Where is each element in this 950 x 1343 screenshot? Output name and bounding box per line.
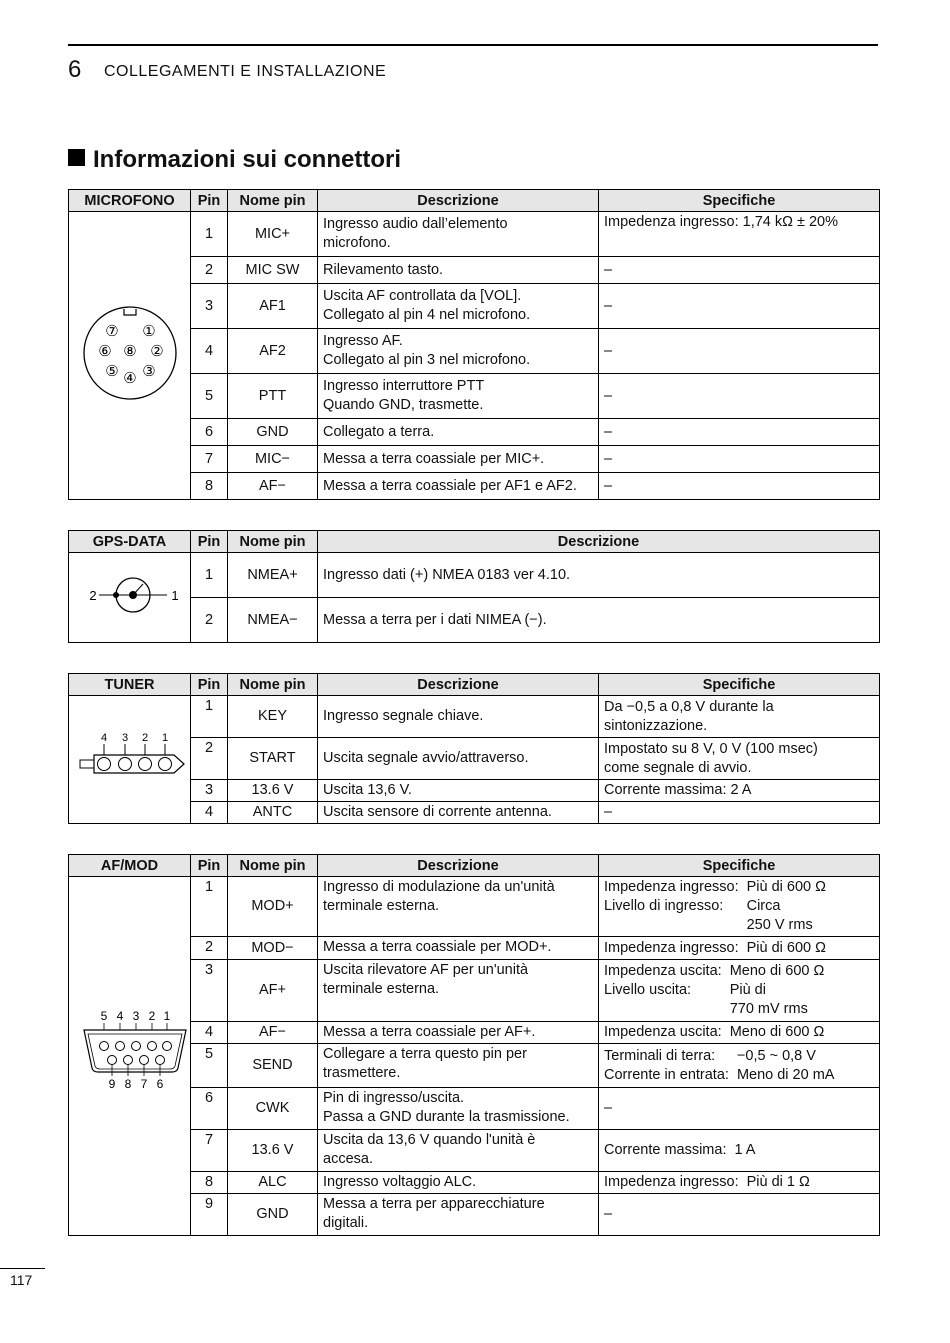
tuner-connector-table [68, 673, 880, 824]
pin-number: 4 [191, 329, 228, 374]
pin-description: Uscita AF controllata da [VOL]. Collegato al pin 4 nel microfono. [318, 284, 599, 329]
spec-label: Livello uscita: [604, 982, 692, 998]
spec-grid [604, 1099, 874, 1118]
header-connector: MICROFONO [69, 190, 191, 212]
pin-number: 4 [191, 1022, 228, 1044]
pin-name: START [228, 738, 318, 780]
afmod-pin-label: 8 [124, 1077, 132, 1091]
afmod-pin-label: 4 [116, 1009, 124, 1023]
pin-number: 3 [191, 960, 228, 1022]
pin-spec [599, 1194, 880, 1236]
pin-number: 1 [191, 696, 228, 738]
pin-description: Ingresso audio dall’elemento microfono. [318, 212, 599, 257]
table-row [69, 877, 880, 937]
pin-name: MIC SW [228, 257, 318, 284]
table-row [69, 1088, 880, 1130]
square-bullet-icon [68, 149, 85, 166]
pin-name: KEY [228, 696, 318, 738]
pin-description: Ingresso di modulazione da un'unità terminale esterna. [318, 877, 599, 937]
table-row [69, 374, 880, 419]
mic-pin-label: ⑦ [104, 322, 119, 340]
spec-value: Più di 1 Ω [746, 1174, 810, 1190]
table-row [69, 598, 880, 643]
spec-grid [604, 1173, 874, 1192]
pin-spec [599, 1130, 880, 1172]
spec-label: Impedenza ingresso: [604, 1174, 739, 1190]
spec-value: −0,5 ~ 0,8 V [736, 1047, 816, 1064]
pin-name: MIC− [228, 446, 318, 473]
table-row [69, 802, 880, 824]
header-pin: Pin [191, 674, 228, 696]
afmod-pin-label: 2 [148, 1009, 156, 1023]
table-header-row [69, 674, 880, 696]
gps-connector-diagram [69, 553, 191, 643]
pin-number: 2 [191, 257, 228, 284]
pin-spec [599, 1022, 880, 1044]
tuner-4pin-connector-icon [74, 727, 189, 787]
pin-number: 4 [191, 802, 228, 824]
pin-description: Messa a terra coassiale per AF1 e AF2. [318, 473, 599, 500]
pin-description: Uscita sensore di corrente antenna. [318, 802, 599, 824]
pin-number: 5 [191, 374, 228, 419]
header-connector: GPS-DATA [69, 531, 191, 553]
gps-pin-label: 1 [170, 587, 179, 603]
header-description: Descrizione [318, 674, 599, 696]
pin-description: Ingresso interruttore PTT Quando GND, trasmette. [318, 374, 599, 419]
pin-number: 8 [191, 1172, 228, 1194]
header-connector: TUNER [69, 674, 191, 696]
afmod-connector-diagram [69, 877, 191, 1236]
pin-number: 2 [191, 937, 228, 960]
table-row [69, 1130, 880, 1172]
pin-spec: Impostato su 8 V, 0 V (100 msec) come segnale di avvio. [599, 738, 880, 780]
spec-label: Impedenza uscita: [604, 963, 722, 979]
pin-name: AF2 [228, 329, 318, 374]
pin-description: Messa a terra coassiale per MIC+. [318, 446, 599, 473]
pin-name: CWK [228, 1088, 318, 1130]
table-header-row [69, 190, 880, 212]
header-description: Descrizione [318, 190, 599, 212]
pin-number: 2 [191, 598, 228, 643]
table-row [69, 1172, 880, 1194]
table-row [69, 419, 880, 446]
pin-spec: – [599, 329, 880, 374]
afmod-pin-label: 9 [108, 1077, 116, 1091]
pin-description: Uscita segnale avvio/attraverso. [318, 738, 599, 780]
pin-number: 7 [191, 1130, 228, 1172]
pin-description: Ingresso dati (+) NMEA 0183 ver 4.10. [318, 553, 880, 598]
pin-number: 1 [191, 553, 228, 598]
pin-name: 13.6 V [228, 780, 318, 802]
pin-name: NMEA− [228, 598, 318, 643]
pin-number: 2 [191, 738, 228, 780]
spec-value: Circa 250 V rms [746, 898, 813, 933]
pin-name: AF− [228, 473, 318, 500]
table-header-row [69, 855, 880, 877]
gps-coax-connector-icon [75, 570, 185, 620]
pin-name: GND [228, 419, 318, 446]
pin-description: Collegato a terra. [318, 419, 599, 446]
mic-connector-table [68, 189, 880, 500]
header-description: Descrizione [318, 531, 880, 553]
table-row [69, 937, 880, 960]
spec-label: Corrente in entrata: [604, 1066, 729, 1083]
header-pin-name: Nome pin [228, 674, 318, 696]
mic-pin-label: ⑧ [122, 342, 137, 360]
table-row [69, 738, 880, 780]
tuner-connector-diagram [69, 696, 191, 824]
pin-description: Ingresso AF. Collegato al pin 3 nel microfono. [318, 329, 599, 374]
spec-value [620, 1099, 874, 1118]
spec-label: Terminali di terra: [604, 1047, 716, 1064]
pin-number: 8 [191, 473, 228, 500]
spec-label: Impedenza uscita: [604, 1024, 722, 1040]
header-description: Descrizione [318, 855, 599, 877]
spec-value: Più di 770 mV rms [729, 982, 808, 1017]
spec-value: Più di 600 Ω [746, 939, 826, 956]
afmod-pin-label: 1 [163, 1009, 171, 1023]
table-row [69, 446, 880, 473]
pin-description: Uscita 13,6 V. [318, 780, 599, 802]
pin-description: Messa a terra coassiale per AF+. [318, 1022, 599, 1044]
pin-spec: – [599, 802, 880, 824]
pin-name: SEND [228, 1044, 318, 1088]
header-specs: Specifiche [599, 190, 880, 212]
tuner-pin-label: 3 [121, 731, 129, 744]
pin-spec: Corrente massima: 2 A [599, 780, 880, 802]
spec-grid [604, 1141, 874, 1160]
table-row [69, 1044, 880, 1088]
spec-label: – [604, 1100, 613, 1116]
pin-spec: – [599, 284, 880, 329]
header-connector: AF/MOD [69, 855, 191, 877]
spec-value: Meno di 600 Ω [729, 963, 825, 979]
header-rule [68, 44, 878, 46]
afmod-pin-label: 3 [132, 1009, 140, 1023]
spec-grid [604, 1023, 874, 1042]
spec-grid [604, 1047, 874, 1085]
header-pin-name: Nome pin [228, 855, 318, 877]
spec-label: Impedenza ingresso: [604, 879, 739, 895]
gps-connector-table [68, 530, 880, 643]
header-pin: Pin [191, 190, 228, 212]
table-row [69, 212, 880, 257]
pin-spec [599, 960, 880, 1022]
spec-grid [604, 878, 874, 935]
pin-description: Ingresso voltaggio ALC. [318, 1172, 599, 1194]
pin-name: MOD+ [228, 877, 318, 937]
pin-spec [599, 877, 880, 937]
pin-number: 7 [191, 446, 228, 473]
header-pin-name: Nome pin [228, 531, 318, 553]
header-pin: Pin [191, 855, 228, 877]
pin-description: Uscita da 13,6 V quando l'unità è accesa. [318, 1130, 599, 1172]
spec-grid [604, 939, 874, 958]
pin-spec: Impedenza ingresso: 1,74 kΩ ± 20% [599, 212, 880, 257]
pin-name: ANTC [228, 802, 318, 824]
pin-spec: – [599, 473, 880, 500]
afmod-dsub9-connector-icon [74, 1008, 189, 1098]
mic-pin-label: ① [141, 322, 156, 340]
afmod-pin-label: 7 [140, 1077, 148, 1091]
pin-number: 9 [191, 1194, 228, 1236]
pin-number: 3 [191, 780, 228, 802]
afmod-pin-label: 6 [156, 1077, 164, 1091]
pin-spec: – [599, 257, 880, 284]
mic-pin-label: ④ [122, 369, 137, 387]
pin-description: Messa a terra per apparecchiature digitali. [318, 1194, 599, 1236]
tuner-pin-label: 1 [161, 731, 169, 744]
pin-name: AF− [228, 1022, 318, 1044]
pin-spec [599, 1088, 880, 1130]
mic-8pin-connector-icon [80, 303, 180, 403]
pin-description: Messa a terra coassiale per MOD+. [318, 937, 599, 960]
pin-number: 6 [191, 1088, 228, 1130]
pin-spec: – [599, 446, 880, 473]
pin-spec [599, 937, 880, 960]
pin-description: Rilevamento tasto. [318, 257, 599, 284]
header-specs: Specifiche [599, 855, 880, 877]
pin-name: GND [228, 1194, 318, 1236]
pin-name: AF1 [228, 284, 318, 329]
table-row [69, 284, 880, 329]
pin-description: Uscita rilevatore AF per un'unità terminale esterna. [318, 960, 599, 1022]
header-pin: Pin [191, 531, 228, 553]
table-row [69, 696, 880, 738]
pin-spec: – [599, 419, 880, 446]
table-row [69, 553, 880, 598]
pin-name: PTT [228, 374, 318, 419]
table-row [69, 1022, 880, 1044]
afmod-pin-label: 5 [100, 1009, 108, 1023]
pin-number: 6 [191, 419, 228, 446]
mic-pin-label: ⑤ [104, 362, 119, 380]
spec-grid [604, 1205, 874, 1224]
pin-number: 5 [191, 1044, 228, 1088]
table-row [69, 473, 880, 500]
pin-number: 1 [191, 877, 228, 937]
pin-name: NMEA+ [228, 553, 318, 598]
pin-spec: Da −0,5 a 0,8 V durante la sintonizzazione. [599, 696, 880, 738]
spec-label: Corrente massima: [604, 1142, 727, 1158]
pin-spec: – [599, 374, 880, 419]
pin-spec [599, 1044, 880, 1088]
pin-description: Messa a terra per i dati NIMEA (−). [318, 598, 880, 643]
table-row [69, 329, 880, 374]
mic-pin-label: ② [149, 342, 164, 360]
spec-label: Livello di ingresso: [604, 898, 724, 914]
spec-label: – [604, 1206, 613, 1222]
spec-value: Più di 600 Ω [746, 879, 826, 895]
pin-description: Ingresso segnale chiave. [318, 696, 599, 738]
page-number-rule [0, 1268, 45, 1269]
header-pin-name: Nome pin [228, 190, 318, 212]
pin-name: MIC+ [228, 212, 318, 257]
spec-grid [604, 962, 874, 1019]
mic-pin-label: ③ [141, 362, 156, 380]
page-number: 117 [10, 1272, 33, 1288]
pin-name: MOD− [228, 937, 318, 960]
mic-connector-diagram [69, 212, 191, 500]
table-row [69, 257, 880, 284]
pin-number: 1 [191, 212, 228, 257]
pin-spec [599, 1172, 880, 1194]
chapter-title: COLLEGAMENTI E INSTALLAZIONE [104, 63, 387, 80]
gps-pin-label: 2 [88, 587, 97, 603]
spec-value: Meno di 600 Ω [729, 1024, 825, 1040]
spec-value [620, 1205, 874, 1224]
table-row [69, 960, 880, 1022]
header-specs: Specifiche [599, 674, 880, 696]
spec-value: 1 A [734, 1142, 756, 1158]
section-title-text: Informazioni sui connettori [93, 146, 402, 173]
table-row [69, 1194, 880, 1236]
pin-name: ALC [228, 1172, 318, 1194]
pin-name: 13.6 V [228, 1130, 318, 1172]
table-header-row [69, 531, 880, 553]
pin-number: 3 [191, 284, 228, 329]
tuner-pin-label: 4 [100, 731, 108, 744]
spec-value: Meno di 20 mA [736, 1066, 835, 1083]
pin-name: AF+ [228, 960, 318, 1022]
pin-description: Collegare a terra questo pin per trasmettere. [318, 1044, 599, 1088]
tuner-pin-label: 2 [141, 731, 149, 744]
afmod-connector-table [68, 854, 880, 1236]
spec-label: Impedenza ingresso: [604, 939, 739, 956]
section-title [68, 146, 401, 174]
pin-description: Pin di ingresso/uscita. Passa a GND durante la trasmissione. [318, 1088, 599, 1130]
chapter-number: 6 [68, 56, 82, 83]
table-row [69, 780, 880, 802]
mic-pin-label: ⑥ [97, 342, 112, 360]
